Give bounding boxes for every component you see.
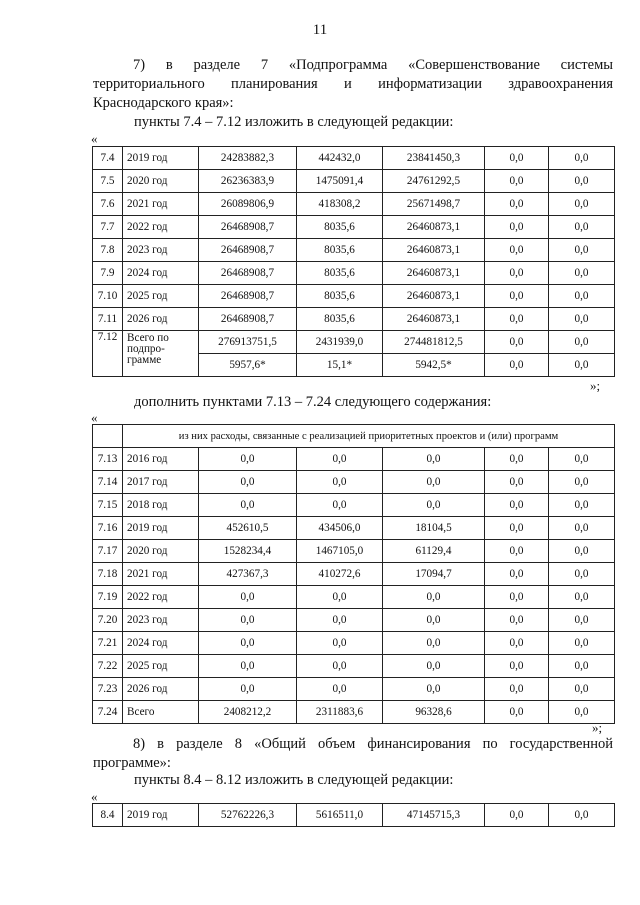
- table-row: [93, 216, 615, 239]
- year-cell: 2022 год: [123, 216, 199, 239]
- local-cell: 0,0: [485, 494, 549, 517]
- item-number-cell: 7.11: [93, 308, 123, 331]
- local-cell: 0,0: [485, 170, 549, 193]
- item-number-cell: 7.16: [93, 517, 123, 540]
- header-row: [93, 425, 615, 448]
- local-cell: 0,0: [485, 540, 549, 563]
- year-cell: 2019 год: [123, 804, 199, 827]
- regional-cell: 0,0: [383, 471, 485, 494]
- federal-cell: 8035,6: [297, 262, 383, 285]
- year-cell: 2023 год: [123, 239, 199, 262]
- total-cell: 5957,6*: [199, 354, 297, 377]
- regional-cell: 26460873,1: [383, 216, 485, 239]
- year-cell: 2019 год: [123, 147, 199, 170]
- item-number-cell: 7.22: [93, 655, 123, 678]
- federal-cell: 8035,6: [297, 216, 383, 239]
- other-cell: 0,0: [549, 354, 615, 377]
- federal-cell: 0,0: [297, 655, 383, 678]
- item-number-cell: 7.17: [93, 540, 123, 563]
- other-cell: 0,0: [549, 285, 615, 308]
- federal-cell: 410272,6: [297, 563, 383, 586]
- regional-cell: 96328,6: [383, 701, 485, 724]
- other-cell: 0,0: [549, 239, 615, 262]
- regional-cell: 24761292,5: [383, 170, 485, 193]
- federal-cell: 5616511,0: [297, 804, 383, 827]
- regional-cell: 25671498,7: [383, 193, 485, 216]
- open-quote-2: «: [91, 410, 98, 425]
- items-7-4-12-intro: пункты 7.4 – 7.12 изложить в следующей редакции:: [134, 114, 454, 130]
- table-row: [93, 239, 615, 262]
- regional-cell: 0,0: [383, 632, 485, 655]
- other-cell: 0,0: [549, 331, 615, 354]
- close-quote-2: »;: [592, 720, 603, 735]
- year-cell: Всего: [123, 701, 199, 724]
- regional-cell: 26460873,1: [383, 239, 485, 262]
- table-row: [93, 193, 615, 216]
- total-cell: 26468908,7: [199, 308, 297, 331]
- year-cell: 2025 год: [123, 285, 199, 308]
- regional-cell: 0,0: [383, 586, 485, 609]
- year-cell: 2020 год: [123, 170, 199, 193]
- item-number-cell: 8.4: [93, 804, 123, 827]
- table-row: [93, 804, 615, 827]
- regional-cell: 274481812,5: [383, 331, 485, 354]
- local-cell: 0,0: [485, 471, 549, 494]
- regional-cell: 23841450,3: [383, 147, 485, 170]
- federal-cell: 2311883,6: [297, 701, 383, 724]
- table-row: [93, 701, 615, 724]
- regional-cell: 17094,7: [383, 563, 485, 586]
- section-7-intro: 7) в разделе 7 «Подпрограмма «Совершенствование системы территориального планирования и информатизации здравоохранения Краснодарского края»:: [93, 57, 613, 111]
- empty-cell: [93, 425, 123, 448]
- table-row: [93, 285, 615, 308]
- local-cell: 0,0: [485, 701, 549, 724]
- regional-cell: 5942,5*: [383, 354, 485, 377]
- total-label-cell: Всего по подпро-грамме: [123, 331, 199, 377]
- federal-cell: 0,0: [297, 632, 383, 655]
- year-cell: 2019 год: [123, 517, 199, 540]
- other-cell: 0,0: [549, 170, 615, 193]
- item-number-cell: 7.14: [93, 471, 123, 494]
- federal-cell: 0,0: [297, 586, 383, 609]
- item-number-cell: 7.10: [93, 285, 123, 308]
- regional-cell: 47145715,3: [383, 804, 485, 827]
- federal-cell: 8035,6: [297, 308, 383, 331]
- year-cell: 2020 год: [123, 540, 199, 563]
- open-quote-3: «: [91, 789, 98, 804]
- other-cell: 0,0: [549, 540, 615, 563]
- local-cell: 0,0: [485, 193, 549, 216]
- federal-cell: 0,0: [297, 448, 383, 471]
- local-cell: 0,0: [485, 804, 549, 827]
- other-cell: 0,0: [549, 701, 615, 724]
- close-quote-1: »;: [590, 378, 601, 393]
- regional-cell: 0,0: [383, 678, 485, 701]
- regional-cell: 0,0: [383, 655, 485, 678]
- other-cell: 0,0: [549, 262, 615, 285]
- federal-cell: 1475091,4: [297, 170, 383, 193]
- year-cell: 2026 год: [123, 308, 199, 331]
- total-cell: 452610,5: [199, 517, 297, 540]
- regional-cell: 61129,4: [383, 540, 485, 563]
- item-number-cell: 7.18: [93, 563, 123, 586]
- local-cell: 0,0: [485, 216, 549, 239]
- item-number-cell: 7.15: [93, 494, 123, 517]
- total-cell: 26236383,9: [199, 170, 297, 193]
- item-number-cell: 7.7: [93, 216, 123, 239]
- local-cell: 0,0: [485, 517, 549, 540]
- total-cell: 427367,3: [199, 563, 297, 586]
- federal-cell: 15,1*: [297, 354, 383, 377]
- local-cell: 0,0: [485, 586, 549, 609]
- regional-cell: 0,0: [383, 448, 485, 471]
- local-cell: 0,0: [485, 448, 549, 471]
- year-cell: 2022 год: [123, 586, 199, 609]
- federal-cell: 8035,6: [297, 239, 383, 262]
- year-cell: 2018 год: [123, 494, 199, 517]
- items-8-4-12-intro: пункты 8.4 – 8.12 изложить в следующей редакции:: [134, 772, 454, 788]
- federal-cell: 1467105,0: [297, 540, 383, 563]
- federal-cell: 434506,0: [297, 517, 383, 540]
- total-cell: 2408212,2: [199, 701, 297, 724]
- local-cell: 0,0: [485, 308, 549, 331]
- total-cell: 0,0: [199, 448, 297, 471]
- open-quote-1: «: [91, 131, 98, 146]
- regional-cell: 0,0: [383, 494, 485, 517]
- total-cell: 26089806,9: [199, 193, 297, 216]
- federal-cell: 442432,0: [297, 147, 383, 170]
- total-cell: 0,0: [199, 494, 297, 517]
- year-cell: 2021 год: [123, 193, 199, 216]
- federal-cell: 0,0: [297, 609, 383, 632]
- year-cell: 2023 год: [123, 609, 199, 632]
- table-header: из них расходы, связанные с реализацией приоритетных проектов и (или) программ: [123, 425, 615, 448]
- total-cell: 0,0: [199, 632, 297, 655]
- other-cell: 0,0: [549, 563, 615, 586]
- total-cell: 24283882,3: [199, 147, 297, 170]
- local-cell: 0,0: [485, 655, 549, 678]
- year-cell: 2016 год: [123, 448, 199, 471]
- regional-cell: 0,0: [383, 609, 485, 632]
- local-cell: 0,0: [485, 678, 549, 701]
- regional-cell: 26460873,1: [383, 285, 485, 308]
- other-cell: 0,0: [549, 308, 615, 331]
- total-cell: 26468908,7: [199, 262, 297, 285]
- table-row: [93, 147, 615, 170]
- total-cell: 26468908,7: [199, 285, 297, 308]
- federal-cell: 0,0: [297, 471, 383, 494]
- item-number-cell: 7.6: [93, 193, 123, 216]
- federal-cell: 418308,2: [297, 193, 383, 216]
- total-cell: 26468908,7: [199, 216, 297, 239]
- year-cell: 2021 год: [123, 563, 199, 586]
- item-number-cell: 7.20: [93, 609, 123, 632]
- item-number-cell: 7.19: [93, 586, 123, 609]
- table-row: [93, 586, 615, 609]
- year-cell: 2024 год: [123, 632, 199, 655]
- other-cell: 0,0: [549, 471, 615, 494]
- other-cell: 0,0: [549, 216, 615, 239]
- total-cell: 1528234,4: [199, 540, 297, 563]
- total-cell: 276913751,5: [199, 331, 297, 354]
- other-cell: 0,0: [549, 147, 615, 170]
- item-number-cell: 7.24: [93, 701, 123, 724]
- table-row: [93, 632, 615, 655]
- total-row: [93, 331, 615, 354]
- total-cell: 0,0: [199, 586, 297, 609]
- other-cell: 0,0: [549, 448, 615, 471]
- total-cell: 0,0: [199, 471, 297, 494]
- table-section-7: [92, 146, 615, 377]
- other-cell: 0,0: [549, 609, 615, 632]
- section-8-intro: 8) в разделе 8 «Общий объем финансирования по государственной программе»:: [93, 736, 613, 771]
- federal-cell: 0,0: [297, 678, 383, 701]
- other-cell: 0,0: [549, 586, 615, 609]
- year-cell: 2017 год: [123, 471, 199, 494]
- table-row: [93, 471, 615, 494]
- local-cell: 0,0: [485, 331, 549, 354]
- page-number: 11: [312, 22, 328, 38]
- items-7-13-24-intro: дополнить пунктами 7.13 – 7.24 следующего содержания:: [134, 394, 492, 410]
- table-row: [93, 170, 615, 193]
- table-row: [93, 540, 615, 563]
- other-cell: 0,0: [549, 193, 615, 216]
- table-row: [93, 517, 615, 540]
- table-row: [93, 678, 615, 701]
- other-cell: 0,0: [549, 517, 615, 540]
- item-number-cell: 7.12: [93, 331, 123, 377]
- regional-cell: 26460873,1: [383, 262, 485, 285]
- total-cell: 0,0: [199, 609, 297, 632]
- local-cell: 0,0: [485, 239, 549, 262]
- regional-cell: 18104,5: [383, 517, 485, 540]
- local-cell: 0,0: [485, 632, 549, 655]
- federal-cell: 8035,6: [297, 285, 383, 308]
- item-number-cell: 7.9: [93, 262, 123, 285]
- item-number-cell: 7.8: [93, 239, 123, 262]
- total-cell: 0,0: [199, 678, 297, 701]
- local-cell: 0,0: [485, 147, 549, 170]
- table-row: [93, 563, 615, 586]
- table-row: [93, 494, 615, 517]
- federal-cell: 0,0: [297, 494, 383, 517]
- other-cell: 0,0: [549, 655, 615, 678]
- year-cell: 2026 год: [123, 678, 199, 701]
- table-row: [93, 609, 615, 632]
- item-number-cell: 7.4: [93, 147, 123, 170]
- year-cell: 2024 год: [123, 262, 199, 285]
- regional-cell: 26460873,1: [383, 308, 485, 331]
- table-row: [93, 448, 615, 471]
- item-number-cell: 7.13: [93, 448, 123, 471]
- local-cell: 0,0: [485, 354, 549, 377]
- other-cell: 0,0: [549, 494, 615, 517]
- local-cell: 0,0: [485, 285, 549, 308]
- local-cell: 0,0: [485, 609, 549, 632]
- item-number-cell: 7.21: [93, 632, 123, 655]
- year-cell: 2025 год: [123, 655, 199, 678]
- table-row: [93, 308, 615, 331]
- item-number-cell: 7.23: [93, 678, 123, 701]
- table-priority-projects: [92, 424, 615, 724]
- table-section-8: [92, 803, 615, 827]
- table-row: [93, 262, 615, 285]
- total-cell: 0,0: [199, 655, 297, 678]
- table-row: [93, 655, 615, 678]
- local-cell: 0,0: [485, 262, 549, 285]
- other-cell: 0,0: [549, 804, 615, 827]
- federal-cell: 2431939,0: [297, 331, 383, 354]
- total-cell: 26468908,7: [199, 239, 297, 262]
- other-cell: 0,0: [549, 678, 615, 701]
- other-cell: 0,0: [549, 632, 615, 655]
- total-cell: 52762226,3: [199, 804, 297, 827]
- item-number-cell: 7.5: [93, 170, 123, 193]
- local-cell: 0,0: [485, 563, 549, 586]
